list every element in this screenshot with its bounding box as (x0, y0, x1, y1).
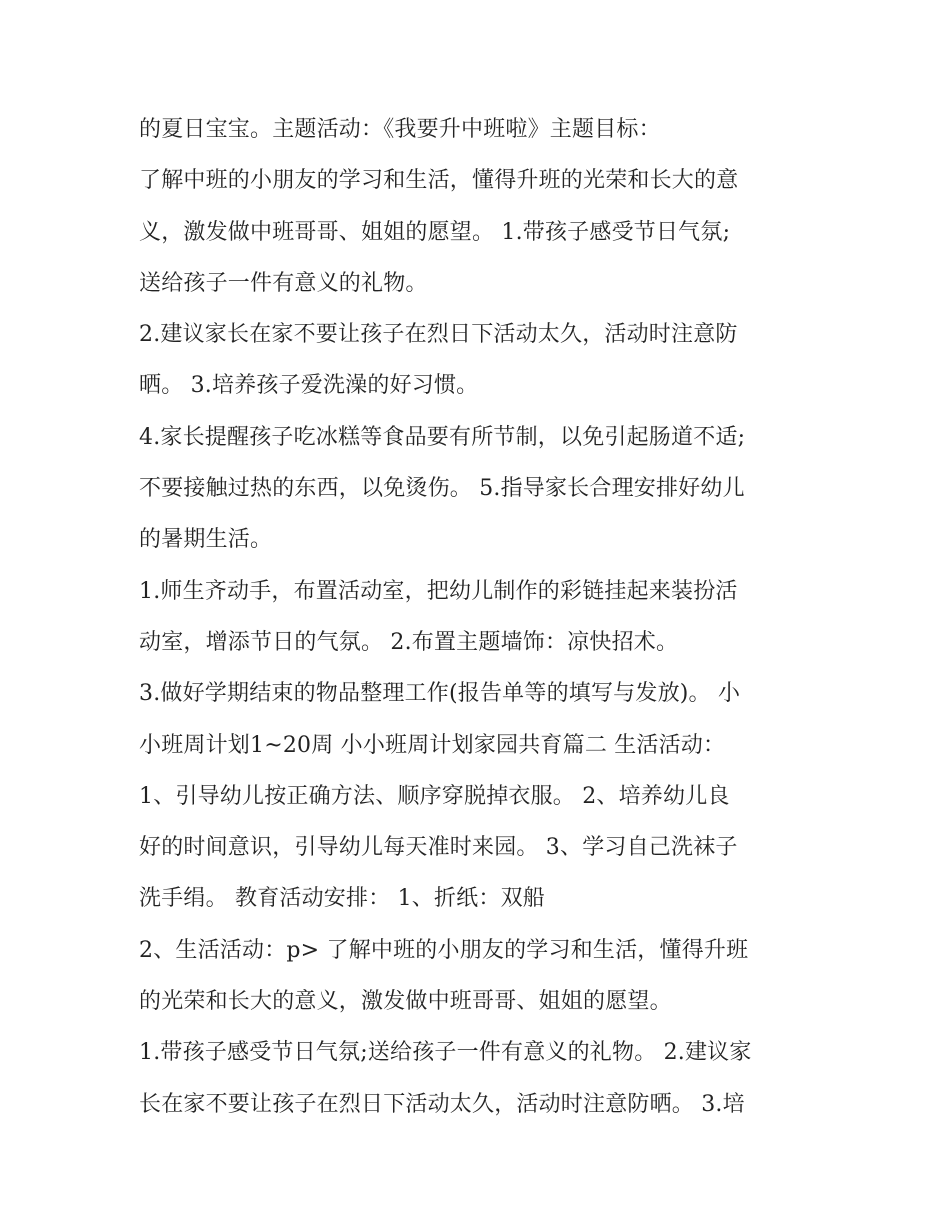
text-line: 好的时间意识，引导幼儿每天准时来园。 3、学习自己洗袜子 (139, 835, 738, 861)
text-line: 1.师生齐动手，布置活动室，把幼儿制作的彩链挂起来装扮活 (139, 578, 738, 604)
text-line: 洗手绢。 教育活动安排： 1、折纸：双船 (139, 886, 545, 912)
text-line: 的光荣和长大的意义，激发做中班哥哥、姐姐的愿望。 (139, 989, 672, 1015)
text-line: 小班周计划1~20周 小小班周计划家园共育篇二 生活活动： (139, 732, 726, 758)
text-line: 2.建议家长在家不要让孩子在烈日下活动太久，活动时注意防 (139, 322, 738, 348)
text-line: 的暑期生活。 (139, 527, 273, 553)
text-line: 不要接触过热的东西，以免烫伤。 5.指导家长合理安排好幼儿 (139, 476, 745, 502)
text-line: 了解中班的小朋友的学习和生活，懂得升班的光荣和长大的意 (139, 168, 739, 194)
text-line: 2、生活活动：p> 了解中班的小朋友的学习和生活，懂得升班 (139, 937, 749, 963)
text-line: 动室，增添节日的气氛。 2.布置主题墙饰：凉快招术。 (139, 629, 679, 655)
text-line: 4.家长提醒孩子吃冰糕等食品要有所节制，以免引起肠道不适; (139, 424, 746, 450)
text-line: 1.带孩子感受节日气氛;送给孩子一件有意义的礼物。 2.建议家 (139, 1040, 752, 1066)
text-line: 的夏日宝宝。主题活动：《我要升中班啦》主题目标： (139, 117, 661, 142)
body-text (139, 112, 829, 1138)
text-line: 3.做好学期结束的物品整理工作(报告单等的填写与发放)。 小 (139, 681, 741, 707)
text-line: 送给孩子一件有意义的礼物。 (139, 270, 428, 296)
text-line: 长在家不要让孩子在烈日下活动太久，活动时注意防晒。 3.培 (139, 1091, 745, 1117)
text-line: 1、引导幼儿按正确方法、顺序穿脱掉衣服。 2、培养幼儿良 (139, 783, 730, 809)
text-line: 义，激发做中班哥哥、姐姐的愿望。 1.带孩子感受节日气氛; (139, 219, 731, 245)
text-line: 晒。 3.培养孩子爱洗澡的好习惯。 (139, 373, 479, 399)
